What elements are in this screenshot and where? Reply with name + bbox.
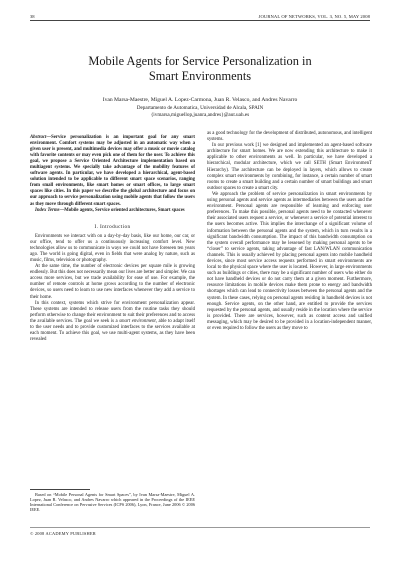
abstract-text: —Service personalization is an important goal for any smart environment. Comfort systems may be adjusted in an automatic way when a given user is present, and multimedia devices may offer a music or movie catalog with favorite contents or may even pick one of them for the user. To achieve this goal, we propose a Service Oriented Architecture implementation based on multiagent systems. We specially take advantage of the mobility features of software agents. In particular, we have developed a hierarchical, agent-based solution intended to be applicable to different smart space scenarios, ranging from small environments, like smart homes or smart offices, to large smart spaces like cities. In this paper we describe the global architecture and focus on our approach to service personalization using mobile agents that follow the users as they move through different smart spaces.	[30, 135, 195, 207]
right-column	[207, 131, 372, 332]
publisher-footer: © 2008 ACADEMY PUBLISHER	[30, 531, 96, 536]
page-number: 38	[30, 14, 35, 19]
author-list: Ivan Marsa-Maestre, Miguel A. Lopez-Carmona, Juan R. Velasco, and Andres Navarro	[102, 97, 298, 103]
paper-title	[30, 54, 370, 84]
left-column	[30, 135, 195, 343]
header-rule	[30, 20, 370, 21]
right-paragraph-2: In our previous work [1] we designed and implemented an agent-based software architecture for smart homes. We are now extending this architecture to make it applicable to other environments as well. In particular, we have developed a hierarchical, modular architecture, which we call SETH (Smart EnvironmenT Hierarchy). The architecture can be deployed in layers, which allows to create complex smart environments by combining, for instance, a certain number of smart rooms to create a smart building and a certain number of smart buildings and smart outdoor spaces to create a smart city.	[207, 143, 372, 191]
abstract-label: Abstract	[30, 135, 47, 140]
footer-rule	[30, 527, 370, 528]
intro-paragraph-1: Environments we interact with on a day-by-day basis, like our home, our car, or our office, tend to offer us a continuously increasing comfort level. New technologies allow us to communicate in ways we could not have foreseen ten years ago. The world is going digital, even in fields that were analog by nature, such as music, films, television or photography.	[30, 233, 195, 263]
right-paragraph-1: as a good technology for the development of distributed, autonomous, and intelligent systems.	[207, 131, 372, 143]
index-terms	[30, 208, 195, 214]
intro-paragraph-3	[30, 301, 195, 344]
intro-paragraph-3-emphasis: smart environment	[119, 318, 156, 324]
title-line-2: Smart Environments	[148, 69, 252, 83]
intro-paragraph-2: At the same time, the number of electronic devices per square mile is growing endlessly. But this does not necessarily mean our lives are better and simpler. We can access more services, but we trade availability for ease of use. For example, the number of remote controls at home grows according to the number of electronic devices, so users need to learn to use new interfaces whenever they add a service to their home.	[30, 264, 195, 300]
running-header: JOURNAL OF NETWORKS, VOL. 3, NO. 5, MAY 2008	[258, 14, 370, 19]
index-terms-text: —Mobile agents, Service oriented architectures, Smart spaces	[59, 207, 185, 213]
intro-paragraph-3-b: , able to adapt itself to the user needs and to provide customized interfaces to the services available at each moment. To achieve this goal, we use multi-agent systems, as they have been revealed	[30, 318, 195, 343]
right-paragraph-3: We approach the problem of service personalization in smart environments by using personal agents and service agents as intermediaries between the users and the environment. Personal agents are responsible of learning and enforcing user preferences. To make this possible, personal agents need to be contacted whenever their associated users request a service, or whenever a service of potential interest to the users becomes active. This implies the interchange of a significant volume of information between the personal agents and the system, which in turn results in a significant bandwidth consumption. The impact of this bandwidth consumption on the system overall performance may be lessened by making personal agents to be “closer” to service agents, taking advantage of fast LAN/WLAN communication channels. This is usually achieved by placing personal agents into mobile handheld devices, since most service access requests performed in smart environments are local to the physical space where the user is located. However, in large environments such as buildings or cities, there may be a significant number of users who either do not have handheld devices or do not carry them at a given moment. Furthermore, resource limitations in mobile devices make them prone to energy and bandwidth shortages which can lead to connectivity losses between the personal agents and the system. In these cases, relying on personal agents residing in handheld devices is not enough. Service agents, on the other hand, are entitled to provide the services requested by the personal agents, and usually reside in the location where the service is provided. There are services, however, such as content access and unified messaging, which may be desired to be provided in a location-independent manner, or even required to follow the users as they move to	[207, 191, 372, 331]
affiliation: Departamento de Automatica, Universidad de Alcala, SPAIN	[136, 105, 264, 111]
abstract	[30, 135, 195, 208]
intro-paragraph-3-a: In this context, systems which strive for environment personalization appear. These systems are intended to release users from the routine tasks they should perform otherwise to change their environment to suit their preferences and to access the available services. The goal we seek is a	[30, 300, 195, 324]
title-line-1: Mobile Agents for Service Personalization in	[88, 54, 312, 68]
footnote: Based on “Mobile Personal Agents for Smart Spaces”, by Ivan Marsa-Maestre, Miguel A. Lopez, Juan R. Velasco, and Andres Navarro which appeared in the Proceedings of the IEEE International Conference on Pervasive Services (ICPS 2006), Lyon, France, June 2006 © 2006 IEEE.	[30, 492, 195, 513]
footnote-rule	[30, 489, 90, 490]
index-terms-label: Index Terms	[35, 207, 60, 213]
section-heading-introduction: I. Introduction	[94, 223, 131, 230]
author-emails: {ivmarsa,miguellop,juanra,andres}@aut.uah.es	[150, 112, 250, 118]
